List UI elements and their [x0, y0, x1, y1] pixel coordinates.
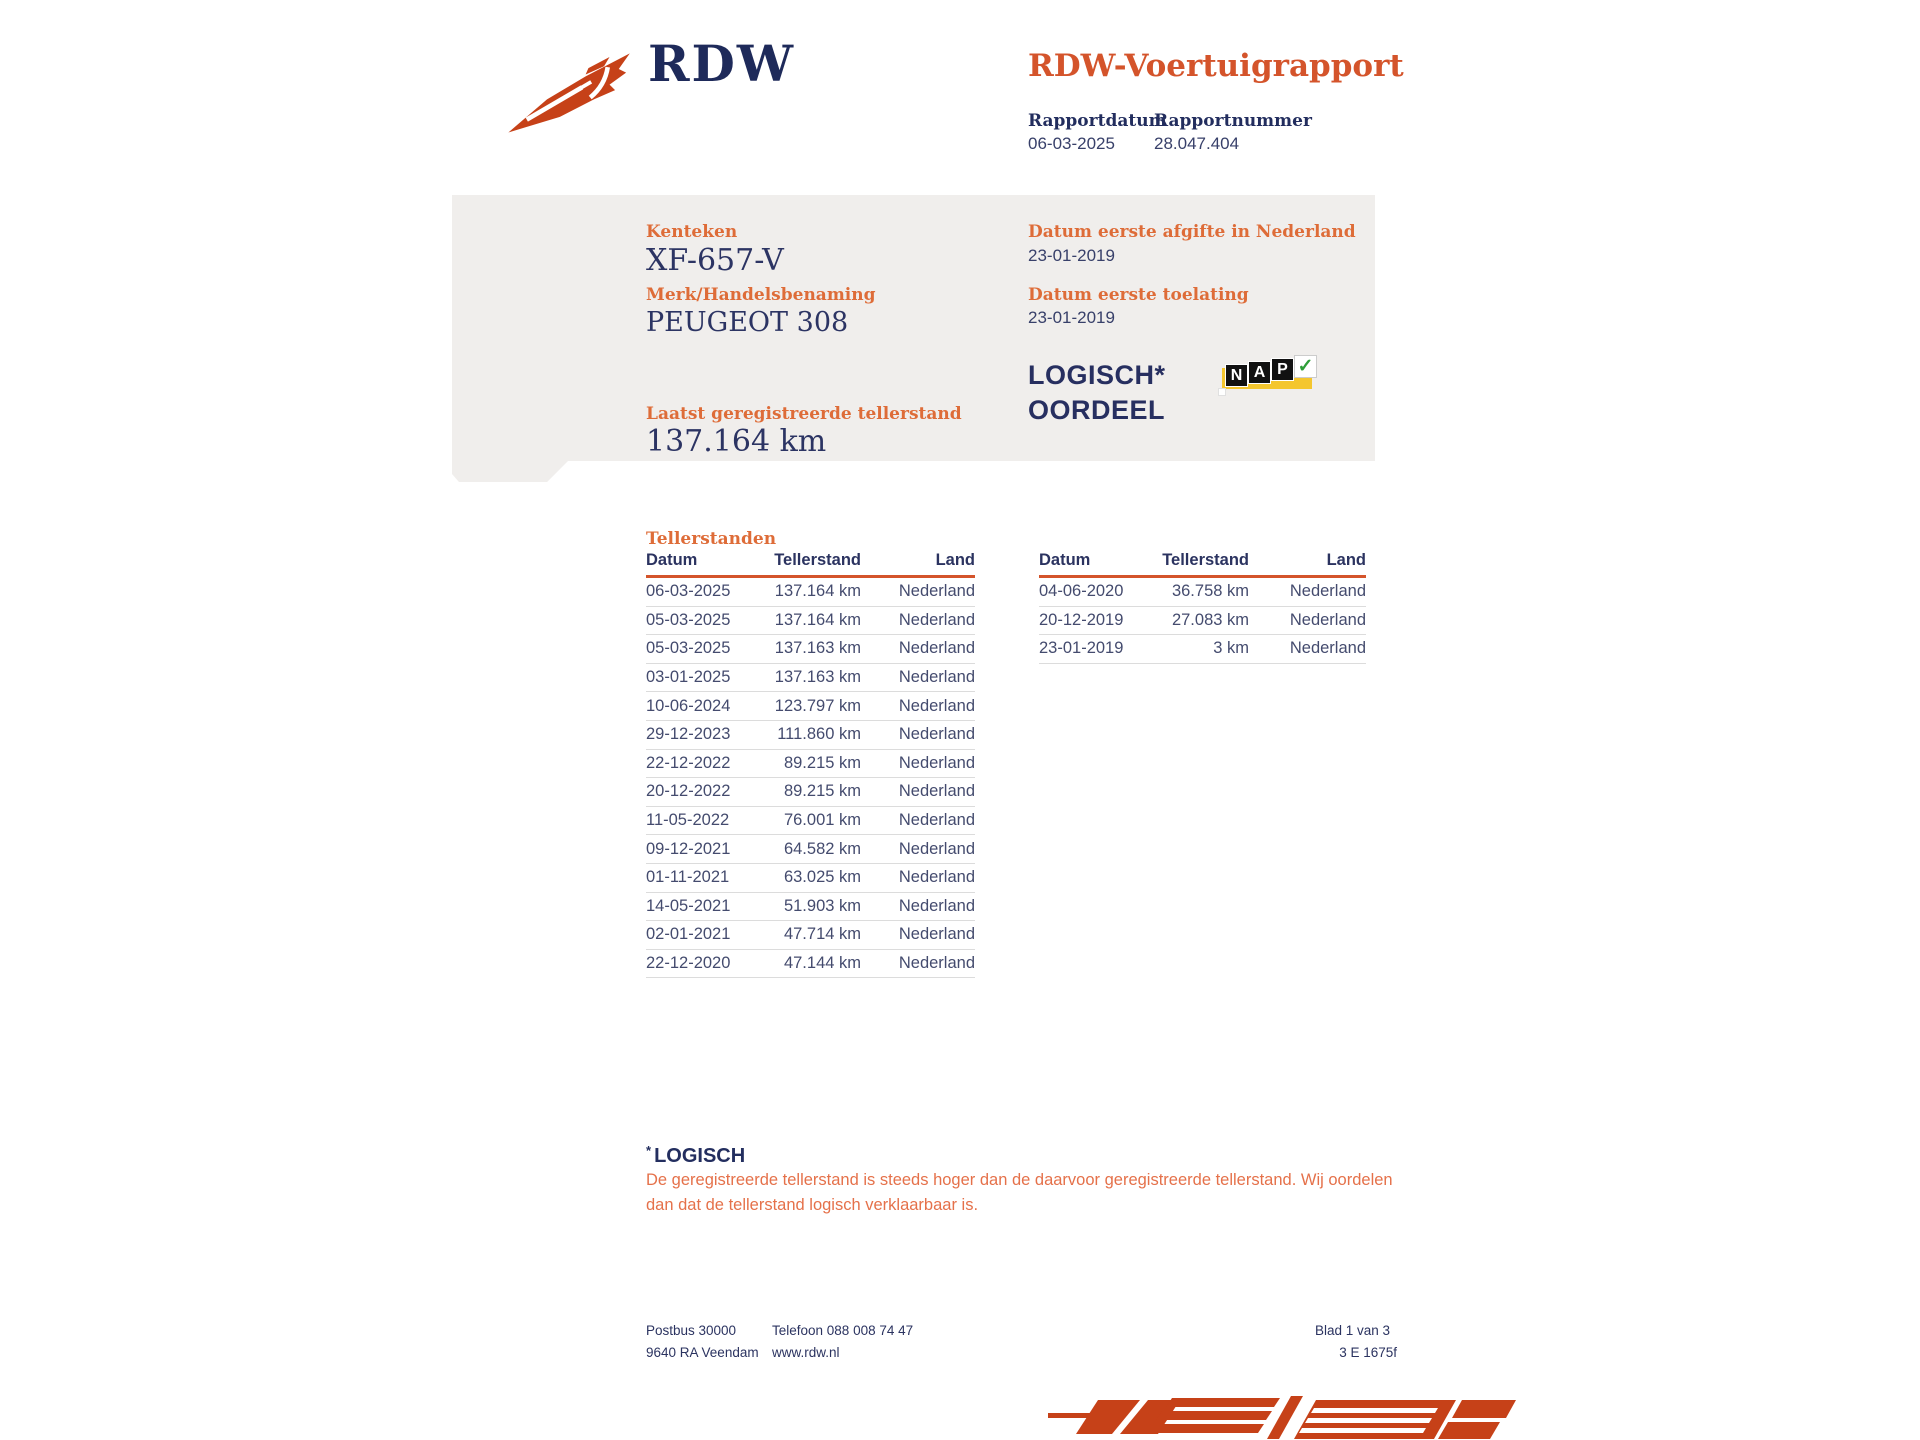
- tellerstand-cell: 47.144 km: [783, 954, 861, 973]
- tellerstand-cell: 51.903 km: [783, 896, 861, 915]
- land-cell: Nederland: [898, 639, 975, 658]
- tellerstand-cell: 89.215 km: [783, 782, 861, 801]
- land-cell: Nederland: [1289, 582, 1366, 601]
- footer-phone: Telefoon 088 008 74 47: [772, 1323, 914, 1338]
- table-row: [646, 778, 975, 807]
- col-header-datum: Datum: [1039, 551, 1091, 569]
- nap-logo: [1217, 355, 1329, 397]
- table-row: [646, 720, 975, 749]
- datum-cell: 20-12-2019: [1039, 610, 1124, 629]
- land-cell: Nederland: [898, 696, 975, 715]
- datum-cell: 03-01-2025: [646, 668, 731, 687]
- table-row: [646, 863, 975, 892]
- table-row: [646, 806, 975, 835]
- datum-cell: 22-12-2020: [646, 954, 731, 973]
- footer-address-line2: 9640 RA Veendam: [646, 1345, 759, 1360]
- col-header-datum: Datum: [646, 551, 698, 569]
- table-row: [646, 606, 975, 635]
- laatste-tellerstand-label: Laatst geregistreerde tellerstand: [646, 404, 962, 424]
- land-cell: Nederland: [898, 896, 975, 915]
- tellerstand-cell: 64.582 km: [783, 839, 861, 858]
- tellerstand-cell: 123.797 km: [774, 696, 861, 715]
- footer-form-code: 3 E 1675f: [1339, 1345, 1397, 1360]
- kenteken-value: XF-657-V: [646, 243, 784, 278]
- rdw-wordmark: RDW: [648, 34, 796, 93]
- tellerstand-cell: 111.860 km: [777, 725, 861, 744]
- datum-cell: 23-01-2019: [1039, 639, 1124, 658]
- land-cell: Nederland: [898, 868, 975, 887]
- land-cell: Nederland: [898, 668, 975, 687]
- report-date-value: 06-03-2025: [1028, 134, 1115, 153]
- footer-wing-graphic-icon: [1048, 1392, 1518, 1440]
- nap-letter-n: N: [1225, 364, 1248, 387]
- footer-website: www.rdw.nl: [772, 1345, 840, 1360]
- table-row: [646, 577, 975, 607]
- logisch-note-title-text: LOGISCH: [654, 1145, 746, 1167]
- table-header: [646, 551, 975, 577]
- tellerstand-cell: 3 km: [1213, 639, 1249, 658]
- datum-cell: 14-05-2021: [646, 896, 731, 915]
- merk-label: Merk/Handelsbenaming: [646, 285, 876, 305]
- table-row: [1039, 577, 1366, 607]
- footer-page-indicator: Blad 1 van 3: [1314, 1323, 1390, 1338]
- datum-cell: 04-06-2020: [1039, 582, 1124, 601]
- datum-cell: 22-12-2022: [646, 753, 731, 772]
- table-row: [646, 921, 975, 950]
- nap-white-square: [1218, 388, 1226, 396]
- tellerstand-cell: 63.025 km: [783, 868, 861, 887]
- nap-letter-a: A: [1248, 361, 1271, 384]
- col-header-land: Land: [1326, 551, 1366, 569]
- datum-cell: 10-06-2024: [646, 696, 731, 715]
- col-header-land: Land: [935, 551, 975, 569]
- page-title: RDW-Voertuigrapport: [1028, 48, 1404, 84]
- report-number-label: Rapportnummer: [1154, 111, 1312, 131]
- logisch-note-star: *: [646, 1143, 652, 1158]
- land-cell: Nederland: [898, 782, 975, 801]
- datum-cell: 01-11-2021: [646, 868, 730, 887]
- datum-cell: 02-01-2021: [646, 925, 731, 944]
- report-number-value: 28.047.404: [1154, 134, 1240, 153]
- logisch-note-title: [646, 1143, 745, 1168]
- logisch-note-body: De geregistreerde tellerstand is steeds hoger dan de daarvoor geregistreerde tellerstand. Wij oordelen dan dat de tellerstand logisch verklaarbaar is.: [646, 1171, 1393, 1214]
- land-cell: Nederland: [898, 753, 975, 772]
- col-header-tellerstand: Tellerstand: [774, 551, 861, 569]
- land-cell: Nederland: [898, 582, 975, 601]
- tellerstand-cell: 137.164 km: [774, 610, 861, 629]
- tellerstand-cell: 89.215 km: [783, 753, 861, 772]
- merk-value: PEUGEOT 308: [646, 307, 849, 338]
- table-row: [646, 635, 975, 664]
- table-row: [646, 663, 975, 692]
- rdw-wing-logo-icon: [500, 46, 640, 138]
- oordeel-text: [1028, 358, 1166, 428]
- land-cell: Nederland: [1289, 610, 1366, 629]
- eerste-toelating-label: Datum eerste toelating: [1028, 285, 1249, 305]
- footer-address-line1: Postbus 30000: [646, 1323, 737, 1338]
- tellerstanden-section-title: Tellerstanden: [646, 529, 777, 549]
- tellerstand-cell: 47.714 km: [783, 925, 861, 944]
- tellerstand-cell: 137.163 km: [774, 668, 861, 687]
- datum-cell: 29-12-2023: [646, 725, 731, 744]
- tellerstand-cell: 36.758 km: [1171, 582, 1249, 601]
- oordeel-line1: LOGISCH*: [1028, 360, 1166, 390]
- nap-letter-p: P: [1271, 358, 1294, 381]
- table-row: [1039, 635, 1366, 664]
- table-row: [646, 835, 975, 864]
- report-date-label: Rapportdatum: [1028, 111, 1167, 131]
- land-cell: Nederland: [898, 954, 975, 973]
- laatste-tellerstand-value: 137.164 km: [646, 424, 827, 459]
- table-row: [1039, 606, 1366, 635]
- land-cell: Nederland: [1289, 639, 1366, 658]
- table-row: [646, 949, 975, 978]
- summary-box-tail: [452, 461, 568, 482]
- eerste-afgifte-value: 23-01-2019: [1028, 246, 1115, 265]
- table-row: [646, 892, 975, 921]
- datum-cell: 09-12-2021: [646, 839, 731, 858]
- land-cell: Nederland: [898, 725, 975, 744]
- land-cell: Nederland: [898, 925, 975, 944]
- datum-cell: 05-03-2025: [646, 610, 731, 629]
- datum-cell: 06-03-2025: [646, 582, 731, 601]
- nap-check-icon: ✓: [1294, 355, 1317, 378]
- oordeel-line2: OORDEEL: [1028, 395, 1166, 425]
- tellerstanden-table-left: [646, 551, 975, 978]
- land-cell: Nederland: [898, 839, 975, 858]
- tellerstand-cell: 137.163 km: [774, 639, 861, 658]
- kenteken-label: Kenteken: [646, 222, 738, 242]
- eerste-toelating-value: 23-01-2019: [1028, 308, 1115, 327]
- tellerstand-cell: 27.083 km: [1171, 610, 1249, 629]
- datum-cell: 20-12-2022: [646, 782, 731, 801]
- land-cell: Nederland: [898, 811, 975, 830]
- datum-cell: 11-05-2022: [646, 811, 730, 830]
- land-cell: Nederland: [898, 610, 975, 629]
- table-row: [646, 749, 975, 778]
- datum-cell: 05-03-2025: [646, 639, 731, 658]
- eerste-afgifte-label: Datum eerste afgifte in Nederland: [1028, 222, 1356, 242]
- col-header-tellerstand: Tellerstand: [1162, 551, 1249, 569]
- tellerstand-cell: 76.001 km: [783, 811, 861, 830]
- tellerstanden-table-right: [1039, 551, 1366, 664]
- table-row: [646, 692, 975, 721]
- tellerstand-cell: 137.164 km: [774, 582, 861, 601]
- table-header: [1039, 551, 1366, 577]
